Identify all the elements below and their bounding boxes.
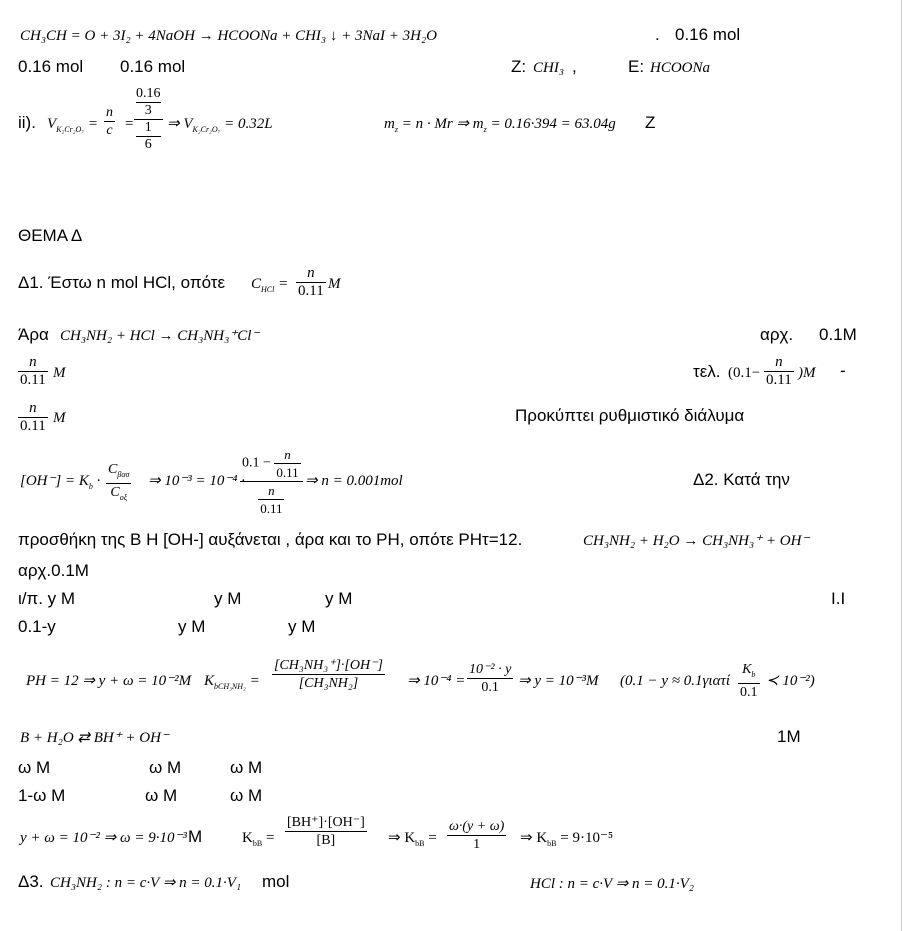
methylamine-equation: CH₃NH₂ + H₂O → CH₃NH₃⁺ + OH⁻ <box>583 533 810 549</box>
ii-marker: I.I <box>831 589 846 608</box>
kbb-fraction: $\frac{[BH^+]\cdot[OH^-]}{[B]}$ <box>287 815 365 848</box>
base-equilibrium: B + H₂O ⇄ BH⁺ + OH⁻ <box>20 730 169 746</box>
w4: 1-ω M <box>18 786 66 805</box>
oh-ratio: $C_{\beta\alpha\sigma}$ $C_{o\xi}$ <box>108 462 130 502</box>
arx-label: αρχ. <box>760 325 794 344</box>
z-formula: CHI₃ <box>533 60 565 76</box>
page-right-border <box>901 0 902 931</box>
arx-value: 0.1M <box>819 325 857 344</box>
kb-mid: ⇒ 10⁻⁴ = <box>407 673 466 689</box>
ip-label: ι/π. y M <box>18 589 76 608</box>
oh-result: ⇒ n = 0.001mol <box>305 473 403 489</box>
d1-fraction: $\frac{n}{0.11}$ <box>298 265 324 299</box>
ii-volume-expression: $V_{K_2Cr_2O_7}$ = <box>47 116 98 134</box>
row-c: y M <box>288 617 316 636</box>
kbb-mid: ⇒ $K_{bB}$ = <box>388 830 437 848</box>
yw-equation: y + ω = 10⁻² ⇒ ω = 9·10⁻³ <box>20 830 187 846</box>
base-conc: 1M <box>777 727 801 746</box>
oh-equation-lhs: $[OH^-] = K_b$ · <box>20 473 101 491</box>
d3-mol: mol <box>262 872 290 891</box>
w6: ω M <box>230 786 263 805</box>
line1-mol: 0.16 mol <box>675 25 741 44</box>
kb-fraction2: $\frac{\text{10⁻² · y}}{0.1}$ <box>469 662 512 695</box>
ara-label: Άρα <box>18 325 49 344</box>
z-label: Z: <box>511 57 527 76</box>
section-title: ΘΕΜΑ Δ <box>18 226 83 245</box>
e-formula: HCOONa <box>650 60 711 76</box>
ii-result: ⇒ $V_{K_2Cr_2O_7} = 0.32L$ <box>167 116 273 134</box>
kb-lhs: $K_{bCH_3NH_2}$ = <box>204 673 260 691</box>
line1-dot: . <box>655 25 660 44</box>
tel-label: τελ. <box>693 362 721 381</box>
kb-fraction: $\frac{\text{[CH₃NH₃⁺]·[OH⁻]}}{\text{[CH₃NH₂]}}$ <box>274 658 383 691</box>
d3-label: Δ3. <box>18 872 44 891</box>
n-over-011-b: $\frac{n}{0.11}$ <box>20 400 46 434</box>
mol-value-b: 0.16 mol <box>120 57 186 76</box>
ii-compound-fraction: 0.16 3 1 6 <box>136 86 161 152</box>
d3-equation: CH₃NH₂ : n = c·V ⇒ n = 0.1·V₁ <box>50 875 242 891</box>
neutralization-equation: CH₃NH₂ + HCl → CH₃NH₃⁺Cl⁻ <box>60 328 260 344</box>
mass-z-equation: $m_z = n \cdot Mr$ ⇒ $m_z = 0.16\cdot 394 = 63.04g$ <box>384 116 616 134</box>
row-a: 0.1-y <box>18 617 56 636</box>
ii-n-over-c: $\frac{n}{c}$ <box>106 105 113 138</box>
arx2: αρχ.0.1M <box>18 561 89 580</box>
d2-continuation: προσθήκη της Β Η [ΟΗ-] αυξάνεται , άρα και το PH, οπότε PHτ=12. <box>18 530 523 549</box>
hcl-equation: HCl : n = c·V ⇒ n = 0.1·V₂ <box>530 876 694 892</box>
ph-equation: PH = 12 ⇒ y + ω = 10⁻²M <box>26 673 192 689</box>
w2: ω M <box>149 758 182 777</box>
d2-text: Δ2. Κατά την <box>693 470 790 489</box>
mass-z-label: Z <box>645 113 656 132</box>
z-comma: , <box>572 57 577 76</box>
ii-eq2: = <box>124 116 135 132</box>
buffer-text: Προκύπτει ρυθμιστικό διάλυμα <box>515 406 745 425</box>
n-over-011-a: $\frac{n}{0.11}$ <box>20 354 46 388</box>
approx-fraction: $\frac{K_b}{0.1}$ <box>740 662 758 700</box>
ip-y3: y M <box>325 589 353 608</box>
oh-compound-fraction: 0.1 − $\frac{n}{0.11}$ $\frac{n}{0.11}$ <box>240 446 303 517</box>
oh-mid: ⇒ 10⁻³ = 10⁻⁴ · <box>148 473 245 489</box>
kbb-fraction2: $\frac{\omega\cdot(y + \omega)}{1}$ <box>449 819 505 852</box>
ip-y2: y M <box>214 589 242 608</box>
approx-close: ≺ 10⁻²) <box>766 673 815 689</box>
iodoform-reaction-equation: CH₃CH = O + 3I₂ + 4NaOH → HCOONa + CHI₃ ↓ + 3NaI + 3H₂O <box>20 28 438 44</box>
unit-m-b: M <box>53 410 66 426</box>
tel-close: )M <box>798 365 816 381</box>
d1-unit: M <box>328 276 341 292</box>
tel-dash: - <box>840 361 846 380</box>
tel-fraction: $\frac{n}{0.11}$ <box>766 354 792 388</box>
approx-open: (0.1 − y ≈ 0.1γιατί <box>620 673 730 689</box>
w1: ω M <box>18 758 51 777</box>
kbb-lhs: $K_{bB}$ = <box>242 830 275 848</box>
d1-concentration: $C_{HCl}$ = <box>251 276 289 294</box>
d1-text: Δ1. Έστω n mol HCl, οπότε <box>18 273 226 292</box>
row-b: y M <box>178 617 206 636</box>
ii-label: ii). <box>18 113 36 132</box>
kb-result: ⇒ y = 10⁻³M <box>518 673 599 689</box>
w3: ω M <box>230 758 263 777</box>
e-label: E: <box>628 57 645 76</box>
mol-value-a: 0.16 mol <box>18 57 84 76</box>
w5: ω M <box>145 786 178 805</box>
unit-m-a: M <box>53 365 66 381</box>
tel-open: (0.1− <box>728 365 761 381</box>
yw-unit: M <box>188 827 203 846</box>
kbb-result: ⇒ $K_{bB} = 9\cdot 10^{-5}$ <box>520 830 614 848</box>
